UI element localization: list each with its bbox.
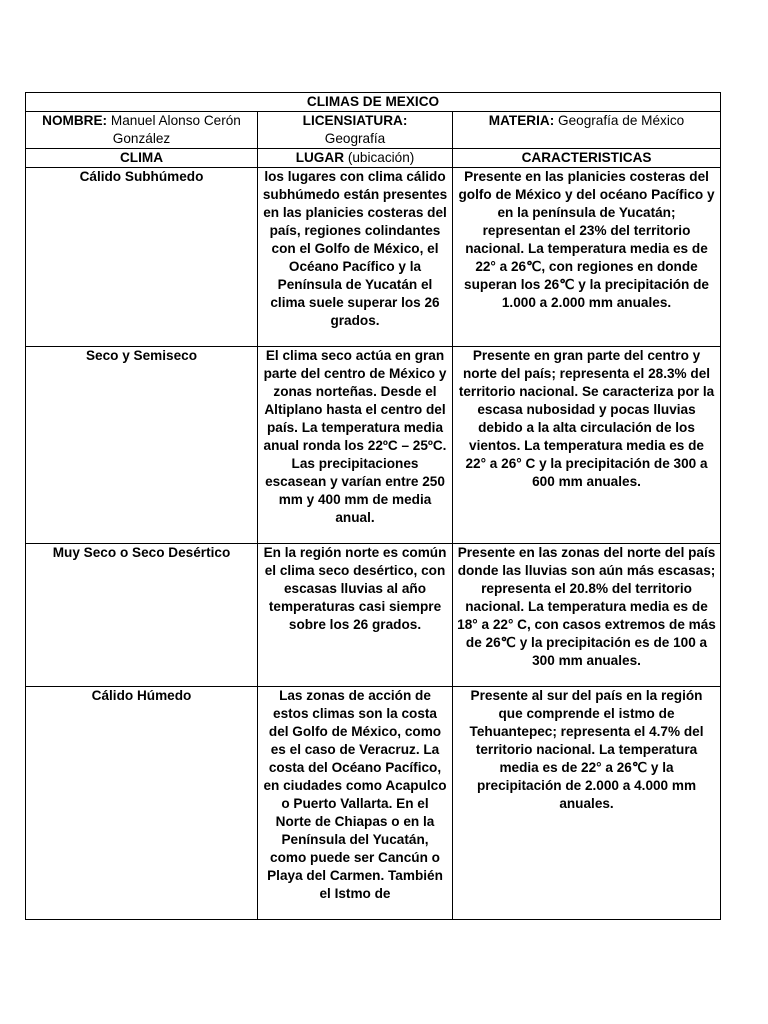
nombre-label: NOMBRE: — [42, 113, 108, 128]
lugar-cell: En la región norte es común el clima seco desértico, con escasas lluvias al año temperaturas casi siempre sobre los 26 grados. — [258, 544, 453, 687]
licenciatura-value: Geografía — [324, 131, 386, 146]
table-title: CLIMAS DE MEXICO — [26, 93, 721, 112]
clima-cell: Cálido Subhúmedo — [26, 168, 258, 347]
licenciatura-cell — [258, 112, 453, 149]
caracteristicas-cell: Presente en gran parte del centro y norte del país; representa el 28.3% del territorio nacional. Se caracteriza por la escasa nubosidad y pocas lluvias debido a la alta circulación de los vientos. La temperatura media es de 22° a 26° C y la precipitación de 300 a 600 mm anuales. — [453, 347, 721, 544]
header-caracteristicas: CARACTERISTICAS — [453, 149, 721, 168]
caracteristicas-cell: Presente en las planicies costeras del golfo de México y del océano Pacífico y en la península de Yucatán; representan el 23% del territorio nacional. La temperatura media es de 22° a 26℃, con regiones en donde superan los 26℃ y la precipitación de 1.000 a 2.000 mm anuales. — [453, 168, 721, 347]
caracteristicas-cell: Presente en las zonas del norte del país donde las lluvias son aún más escasas; representa el 20.8% del territorio nacional. La temperatura media es de 18° a 22° C, con casos extremos de más de 26℃ y la precipitación es de 100 a 300 mm anuales. — [453, 544, 721, 687]
materia-cell — [453, 112, 721, 149]
table-row — [26, 168, 721, 347]
header-lugar-label: LUGAR — [295, 150, 345, 165]
lugar-cell: Las zonas de acción de estos climas son la costa del Golfo de México, como es el caso de Veracruz. La costa del Océano Pacífico, en ciudades como Acapulco o Puerto Vallarta. En el Norte de Chiapas o en la Península del Yucatán, como puede ser Cancún o Playa del Carmen. También el Istmo de — [258, 687, 453, 920]
table-title-row — [26, 93, 721, 112]
nombre-cell — [26, 112, 258, 149]
column-header-row — [26, 149, 721, 168]
materia-label: MATERIA: — [488, 113, 555, 128]
lugar-cell: El clima seco actúa en gran parte del centro de México y zonas norteñas. Desde el Altiplano hasta el centro del país. La temperatura media anual ronda los 22ºC – 25ºC. Las precipitaciones escasean y varían entre 250 mm y 400 mm de media anual. — [258, 347, 453, 544]
table-row — [26, 544, 721, 687]
clima-cell: Seco y Semiseco — [26, 347, 258, 544]
nombre-value: Manuel Alonso Cerón González — [110, 113, 241, 146]
climates-table — [25, 92, 721, 920]
clima-cell: Muy Seco o Seco Desértico — [26, 544, 258, 687]
header-clima: CLIMA — [26, 149, 258, 168]
header-lugar-note: (ubicación) — [347, 150, 415, 165]
info-row — [26, 112, 721, 149]
materia-value: Geografía de México — [558, 113, 685, 128]
licenciatura-label: LICENSIATURA: — [302, 113, 408, 128]
caracteristicas-cell: Presente al sur del país en la región que comprende el istmo de Tehuantepec; representa el 4.7% del territorio nacional. La temperatura media es de 22° a 26℃ y la precipitación de 2.000 a 4.000 mm anuales. — [453, 687, 721, 920]
table-row — [26, 347, 721, 544]
clima-cell: Cálido Húmedo — [26, 687, 258, 920]
header-lugar — [258, 149, 453, 168]
table-row — [26, 687, 721, 920]
lugar-cell: los lugares con clima cálido subhúmedo están presentes en las planicies costeras del país, regiones colindantes con el Golfo de México, el Océano Pacífico y la Península de Yucatán el clima suele superar los 26 grados. — [258, 168, 453, 347]
